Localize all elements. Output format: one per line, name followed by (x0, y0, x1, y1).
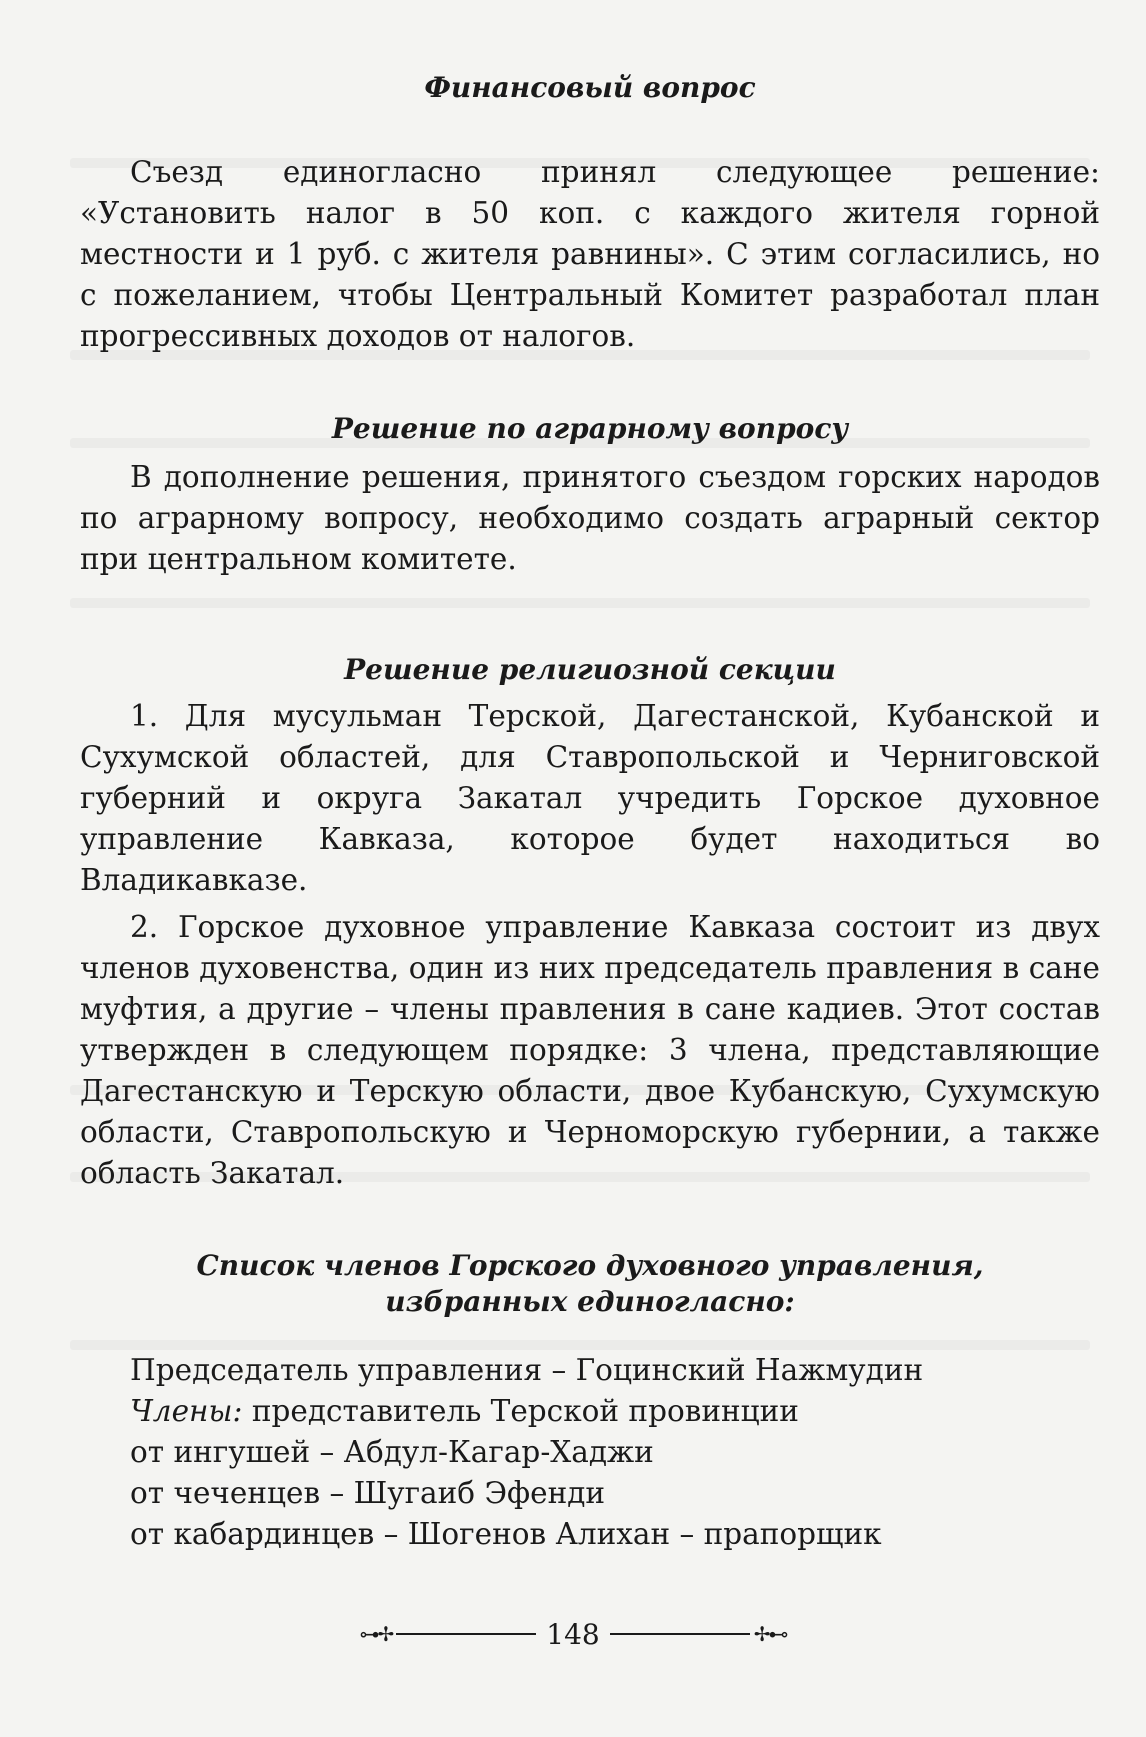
heading-members-line-1: Список членов Горского духовного управления, (196, 1249, 984, 1282)
members-text: представитель Терской провинции (242, 1394, 799, 1428)
member-chechen: от чеченцев – Шугаиб Эфенди (130, 1476, 606, 1510)
member-ingush: от ингушей – Абдул-Кагар-Хаджи (130, 1435, 654, 1469)
heading-religious: Решение религиозной секции (344, 653, 836, 686)
paragraph-religious-1: 1. Для мусульман Терской, Дагестанской, Кубанской и Сухумской областей, для Ставропольской и Черниговской губерний и округа Закатал учредить Горское духовное управление Кавказа, которое будет находиться во Владикавказе. (80, 699, 1100, 897)
ornament-left-icon: ⊶✢ (359, 1622, 393, 1646)
members-label: Члены: (130, 1394, 243, 1428)
member-kabardin: от кабардинцев – Шогенов Алихан – прапорщик (130, 1517, 882, 1551)
page-body (80, 60, 1100, 1555)
paragraph-agrarian: В дополнение решения, принятого съездом горских народов по аграрному вопросу, необходимо создать аграрный сектор при центральном комитете. (80, 460, 1100, 576)
paragraph-finance: Съезд единогласно принял следующее решение: «Установить налог в 50 коп. с каждого жителя горной местности и 1 руб. с жителя равнины». С этим согласились, но с пожеланием, чтобы Центральный Комитет разработал план прогрессивных доходов от налогов. (80, 155, 1100, 353)
paragraph-religious-2: 2. Горское духовное управление Кавказа состоит из двух членов духовенства, один из них председатель правления в сане муфтия, а другие – члены правления в сане кадиев. Этот состав утвержден в следующем порядке: 3 члена, представляющие Дагестанскую и Терскую области, двое Кубанскую, Сухумскую области, Ставропольскую и Черноморскую губернии, а также область Закатал. (80, 910, 1100, 1190)
page-number: 148 (546, 1617, 600, 1651)
members-line (80, 1391, 1100, 1432)
heading-finance: Финансовый вопрос (424, 71, 756, 104)
page-footer (0, 1614, 1146, 1654)
heading-agrarian: Решение по аграрному вопросу (331, 412, 849, 445)
chairman-line: Председатель управления – Гоцинский Нажмудин (130, 1353, 924, 1387)
footer-rule-right (610, 1633, 750, 1635)
heading-members-line-2: избранных единогласно: (385, 1285, 795, 1318)
ornament-right-icon: ✢⊷ (753, 1622, 787, 1646)
footer-rule-left (396, 1633, 536, 1635)
